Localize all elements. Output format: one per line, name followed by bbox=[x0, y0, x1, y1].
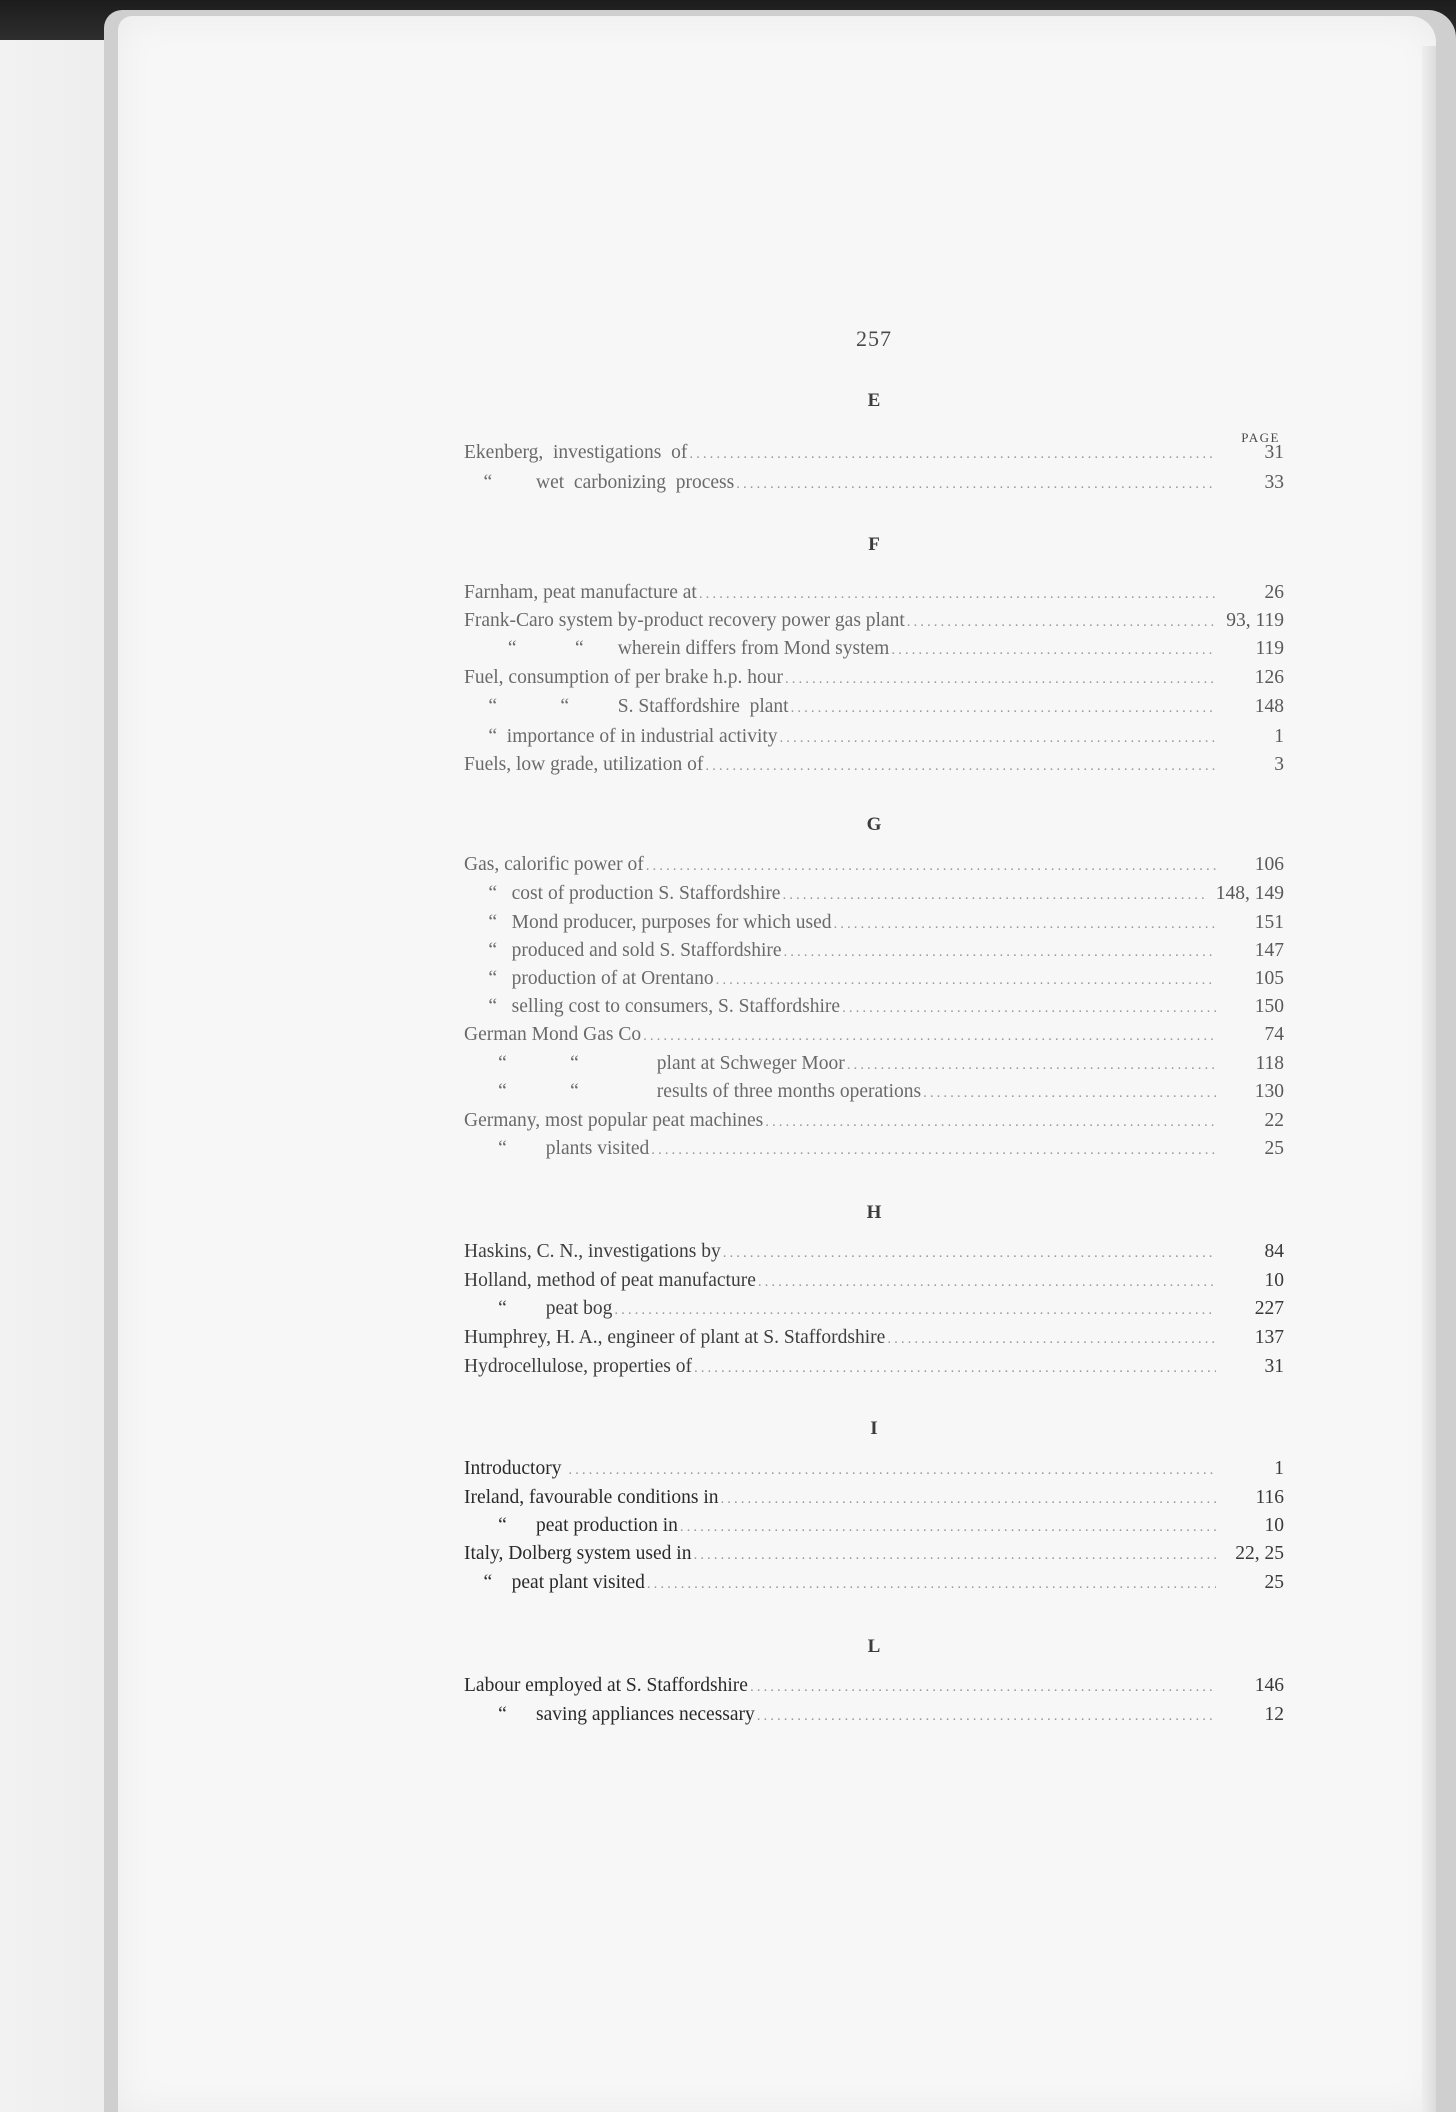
entry-text: “ selling cost to consumers, S. Staffordshire bbox=[464, 996, 841, 1017]
entry-text: Gas, calorific power of bbox=[464, 854, 644, 875]
entry-text: “ cost of production S. Staffordshire bbox=[464, 883, 781, 904]
index-entry bbox=[464, 1487, 1284, 1515]
entry-text: Fuels, low grade, utilization of bbox=[464, 754, 704, 775]
index-entry bbox=[464, 1053, 1284, 1081]
index-entry bbox=[464, 996, 1284, 1024]
entry-page: 10 bbox=[1264, 1515, 1284, 1536]
entry-page: 126 bbox=[1254, 667, 1284, 688]
leader-dots bbox=[784, 944, 1216, 961]
entry-text: “ “ S. Staffordshire plant bbox=[464, 696, 789, 717]
leader-dots bbox=[791, 700, 1216, 717]
entry-page: 151 bbox=[1254, 912, 1284, 933]
leader-dots bbox=[614, 1302, 1216, 1319]
entry-page: 31 bbox=[1264, 1356, 1284, 1377]
leader-dots bbox=[716, 972, 1216, 989]
entry-page: 106 bbox=[1254, 854, 1284, 875]
entry-page: 227 bbox=[1254, 1298, 1284, 1319]
leader-dots bbox=[847, 1057, 1216, 1074]
leader-dots bbox=[891, 642, 1216, 659]
leader-dots bbox=[907, 614, 1216, 631]
leader-dots bbox=[780, 730, 1216, 747]
entry-page: 3 bbox=[1274, 754, 1284, 775]
entry-page: 25 bbox=[1264, 1138, 1284, 1159]
entry-text: Frank-Caro system by-product recovery power gas plant bbox=[464, 610, 905, 631]
leader-dots bbox=[705, 758, 1216, 775]
index-entry bbox=[464, 1241, 1284, 1269]
index-entry bbox=[464, 1110, 1284, 1138]
leader-dots bbox=[723, 1245, 1216, 1262]
entry-page: 26 bbox=[1264, 582, 1284, 603]
entry-text: “ “ wherein differs from Mond system bbox=[464, 638, 890, 659]
entry-text: “ wet carbonizing process bbox=[464, 472, 735, 493]
entry-text: Introductory bbox=[464, 1458, 567, 1479]
entry-page: 147 bbox=[1254, 940, 1284, 961]
leader-dots bbox=[923, 1085, 1216, 1102]
entry-page: 22 bbox=[1264, 1110, 1284, 1131]
leader-dots bbox=[651, 1142, 1216, 1159]
entry-page: 118 bbox=[1255, 1053, 1284, 1074]
entry-text: “ peat production in bbox=[464, 1515, 678, 1536]
entry-text: Hydrocellulose, properties of bbox=[464, 1356, 692, 1377]
entry-page: 148 bbox=[1254, 696, 1284, 717]
entry-page: 148, 149 bbox=[1215, 883, 1284, 904]
entry-page: 119 bbox=[1255, 638, 1284, 659]
leader-dots bbox=[568, 1462, 1216, 1479]
entry-page: 105 bbox=[1254, 968, 1284, 989]
entry-text: “ importance of in industrial activity bbox=[464, 726, 778, 747]
section-letter-h: H bbox=[866, 1202, 882, 1223]
index-entry bbox=[464, 696, 1284, 724]
index-entry bbox=[464, 1572, 1284, 1600]
entry-page: 116 bbox=[1255, 1487, 1284, 1508]
index-entry bbox=[464, 1458, 1284, 1486]
entry-text: “ produced and sold S. Staffordshire bbox=[464, 940, 782, 961]
leader-dots bbox=[646, 858, 1216, 875]
entry-text: “ peat bog bbox=[464, 1298, 613, 1319]
entry-page: 93, 119 bbox=[1226, 610, 1284, 631]
page-edge bbox=[1422, 46, 1436, 2112]
entry-page: 150 bbox=[1254, 996, 1284, 1017]
leader-dots bbox=[842, 1000, 1216, 1017]
index-entry bbox=[464, 610, 1284, 638]
entry-page: 25 bbox=[1264, 1572, 1284, 1593]
index-entry bbox=[464, 1356, 1284, 1384]
index-entry bbox=[464, 1138, 1284, 1166]
index-entry bbox=[464, 1270, 1284, 1298]
entry-text: “ saving appliances necessary bbox=[464, 1704, 755, 1725]
entry-text: “ Mond producer, purposes for which used bbox=[464, 912, 832, 933]
entry-page: 84 bbox=[1264, 1241, 1284, 1262]
entry-text: “ “ plant at Schweger Moor bbox=[464, 1053, 845, 1074]
index-entry bbox=[464, 472, 1284, 500]
entry-text: “ plants visited bbox=[464, 1138, 650, 1159]
leader-dots bbox=[782, 887, 1207, 904]
leader-dots bbox=[721, 1491, 1217, 1508]
leader-dots bbox=[757, 1708, 1216, 1725]
entry-page: 74 bbox=[1264, 1024, 1284, 1045]
entry-page: 10 bbox=[1264, 1270, 1284, 1291]
entry-text: “ peat plant visited bbox=[464, 1572, 645, 1593]
entry-page: 31 bbox=[1264, 442, 1284, 463]
entry-text: Farnham, peat manufacture at bbox=[464, 582, 697, 603]
leader-dots bbox=[680, 1519, 1216, 1536]
entry-text: Holland, method of peat manufacture bbox=[464, 1270, 756, 1291]
leader-dots bbox=[689, 446, 1216, 463]
entry-text: German Mond Gas Co bbox=[464, 1024, 642, 1045]
entry-page: 22, 25 bbox=[1235, 1543, 1284, 1564]
index-entry bbox=[464, 1543, 1284, 1571]
book-page bbox=[118, 16, 1436, 2112]
entry-text: Humphrey, H. A., engineer of plant at S. Staffordshire bbox=[464, 1327, 886, 1348]
section-letter-f: F bbox=[868, 534, 880, 555]
entry-page: 130 bbox=[1254, 1081, 1284, 1102]
section-letter-i: I bbox=[870, 1418, 878, 1439]
index-entry bbox=[464, 854, 1284, 882]
page-number: 257 bbox=[856, 326, 892, 351]
entry-page: 12 bbox=[1264, 1704, 1284, 1725]
leader-dots bbox=[647, 1576, 1216, 1593]
index-entry bbox=[464, 582, 1284, 610]
index-entry bbox=[464, 1298, 1284, 1326]
entry-page: 137 bbox=[1254, 1327, 1284, 1348]
leader-dots bbox=[750, 1679, 1216, 1696]
entry-text: Haskins, C. N., investigations by bbox=[464, 1241, 721, 1262]
entry-text: Fuel, consumption of per brake h.p. hour bbox=[464, 667, 783, 688]
index-entry bbox=[464, 442, 1284, 470]
index-entry bbox=[464, 1515, 1284, 1543]
leader-dots bbox=[694, 1360, 1216, 1377]
index-entry bbox=[464, 638, 1284, 666]
leader-dots bbox=[833, 916, 1216, 933]
page-column-label: PAGE bbox=[1241, 430, 1280, 445]
index-entry bbox=[464, 883, 1284, 911]
index-entry bbox=[464, 1704, 1284, 1732]
entry-page: 33 bbox=[1264, 472, 1284, 493]
leader-dots bbox=[693, 1547, 1216, 1564]
index-entry bbox=[464, 1675, 1284, 1703]
entry-page: 1 bbox=[1274, 1458, 1284, 1479]
leader-dots bbox=[765, 1114, 1216, 1131]
index-entry bbox=[464, 940, 1284, 968]
index-entry bbox=[464, 754, 1284, 782]
index-entry bbox=[464, 1024, 1284, 1052]
entry-page: 1 bbox=[1274, 726, 1284, 747]
leader-dots bbox=[736, 476, 1216, 493]
leader-dots bbox=[643, 1028, 1216, 1045]
leader-dots bbox=[887, 1331, 1216, 1348]
index-entry bbox=[464, 726, 1284, 754]
section-letter-l: L bbox=[867, 1636, 881, 1657]
index-entry bbox=[464, 968, 1284, 996]
entry-page: 146 bbox=[1254, 1675, 1284, 1696]
entry-text: “ production of at Orentano bbox=[464, 968, 714, 989]
leader-dots bbox=[699, 586, 1216, 603]
index-entry bbox=[464, 1081, 1284, 1109]
entry-text: Ireland, favourable conditions in bbox=[464, 1487, 719, 1508]
entry-text: Germany, most popular peat machines bbox=[464, 1110, 764, 1131]
entry-text: Ekenberg, investigations of bbox=[464, 442, 688, 463]
entry-text: Italy, Dolberg system used in bbox=[464, 1543, 692, 1564]
index-entry bbox=[464, 667, 1284, 695]
leader-dots bbox=[785, 671, 1216, 688]
index-entry bbox=[464, 1327, 1284, 1355]
entry-text: “ “ results of three months operations bbox=[464, 1081, 922, 1102]
section-letter-g: G bbox=[866, 814, 882, 835]
index-entry bbox=[464, 912, 1284, 940]
section-letter-e: E bbox=[867, 390, 881, 411]
entry-text: Labour employed at S. Staffordshire bbox=[464, 1675, 748, 1696]
leader-dots bbox=[758, 1274, 1216, 1291]
